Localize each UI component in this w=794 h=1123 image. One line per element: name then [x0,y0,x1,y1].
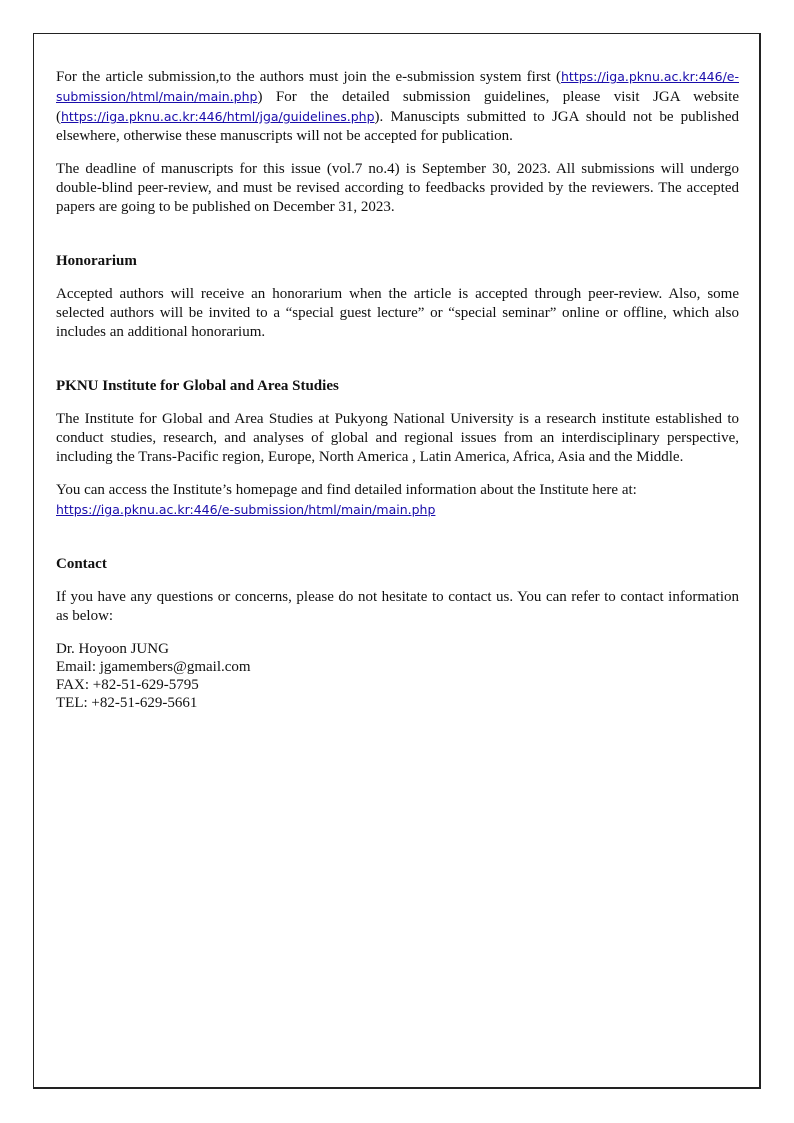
contact-tel: TEL: +82-51-629-5661 [56,695,198,711]
contact-paragraph: If you have any questions or concerns, please do not hesitate to contact us. You can refer to contact information as below: [56,589,739,624]
submission-text-1: For the article submission,to the authors must join the e-submission system first ( [56,69,561,85]
guidelines-link[interactable]: https://iga.pknu.ac.kr:446/html/jga/guidelines.php [61,109,375,124]
deadline-paragraph: The deadline of manuscripts for this issue (vol.7 no.4) is September 30, 2023. All submissions will undergo double-blind peer-review, and must be revised according to feedbacks provided by the reviewers. The accepted papers are going to be published on December 31, 2023. [56,161,739,215]
homepage-paragraph [56,481,739,520]
submission-paragraph [56,67,739,146]
homepage-link[interactable]: https://iga.pknu.ac.kr:446/e-submission/html/main/main.php [56,502,436,517]
honorarium-heading: Honorarium [56,253,137,269]
submission-text-2: ) For the detailed submission guidelines, please visit JGA website ( [56,89,739,125]
document-body [56,67,739,712]
institute-paragraph: The Institute for Global and Area Studies at Pukyong National University is a research institute established to conduct studies, research, and analyses of global and regional issues from an interdisciplinary perspective, including the Trans-Pacific region, Europe, North America , Latin America, Africa, Asia and the Middle. [56,411,739,465]
contact-name: Dr. Hoyoon JUNG [56,641,169,657]
submission-text-3: ). Manuscipts submitted to JGA should not be published elsewhere, otherwise these manuscripts will not be accepted for publication. [56,109,739,144]
contact-details [56,640,739,712]
contact-fax: FAX: +82-51-629-5795 [56,677,199,693]
contact-email: Email: jgamembers@gmail.com [56,659,251,675]
e-submission-link[interactable]: https://iga.pknu.ac.kr:446/e-submission/html/main/main.php [56,69,739,104]
honorarium-paragraph: Accepted authors will receive an honorarium when the article is accepted through peer-review. Also, some selected authors will be invited to a “special guest lecture” or “special seminar” online or offline, which also includes an additional honorarium. [56,286,739,340]
homepage-text: You can access the Institute’s homepage and find detailed information about the Institute here at: [56,482,637,498]
institute-heading: PKNU Institute for Global and Area Studies [56,378,339,394]
contact-heading: Contact [56,556,107,572]
